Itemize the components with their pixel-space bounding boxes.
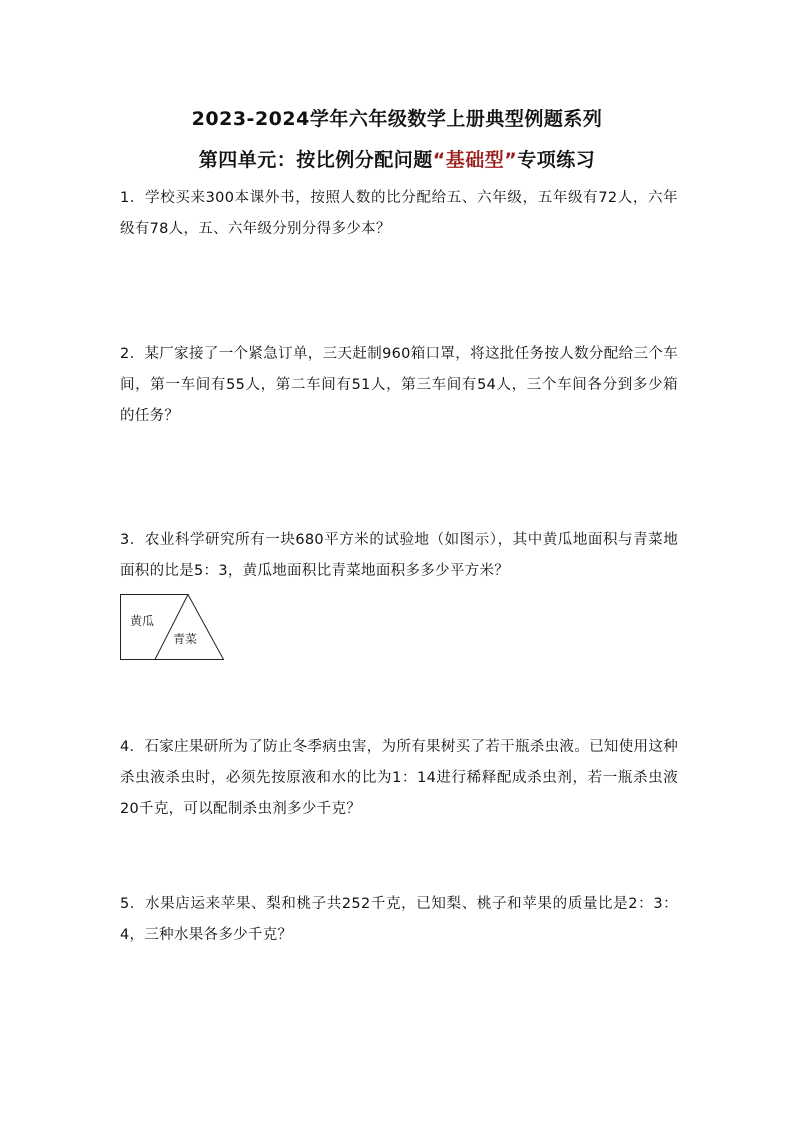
- question-2: 2．某厂家接了一个紧急订单，三天赶制960箱口罩，将这批任务按人数分配给三个车间，第一车间有55人，第二车间有51人，第三车间有54人，三个车间各分到多少箱的任务？: [120, 346, 678, 424]
- cucumber-area-label: 黄瓜: [130, 614, 155, 628]
- document-title: 2023-2024学年六年级数学上册典型例题系列: [191, 108, 603, 130]
- question-4: 4．石家庄果研所为了防止冬季病虫害，为所有果树买了若干瓶杀虫液。已知使用这种杀虫液杀虫时，必须先按原液和水的比为1：14进行稀释配成杀虫剂，若一瓶杀虫液20千克，可以配制杀虫剂多少千克？: [120, 739, 678, 817]
- question-1: 1．学校买来300本课外书，按照人数的比分配给五、六年级，五年级有72人，六年级有78人，五、六年级分别分得多少本？: [120, 190, 678, 237]
- subtitle-prefix: 第四单元：按比例分配问题: [198, 149, 433, 171]
- subtitle-suffix: 专项练习: [517, 149, 596, 171]
- question-3: 3．农业科学研究所有一块680平方米的试验地（如图示），其中黄瓜地面积与青菜地面积的比是5：3，黄瓜地面积比青菜地面积多多少平方米？: [120, 532, 678, 579]
- subtitle-highlight: “基础型”: [432, 149, 518, 171]
- document-subtitle: [0, 145, 794, 172]
- vegetable-area-label: 青菜: [173, 632, 198, 646]
- question-5: 5．水果店运来苹果、梨和桃子共252千克，已知梨、桃子和苹果的质量比是2：3：4，三种水果各多少千克？: [120, 896, 678, 943]
- field-diagram: [120, 594, 224, 660]
